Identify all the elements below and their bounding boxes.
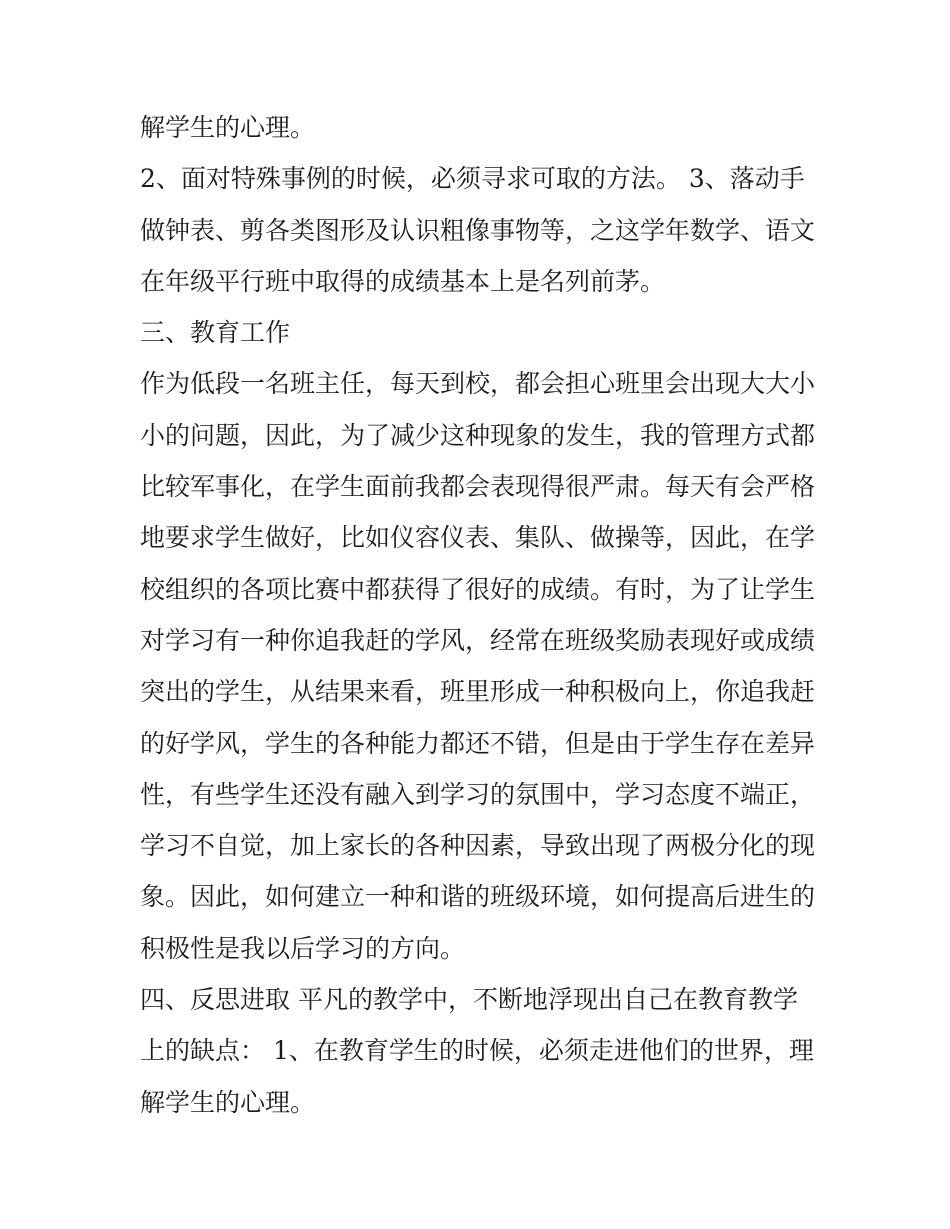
text-line: 解学生的心理。 <box>140 1087 316 1117</box>
text-line: 对学习有一种你追我赶的学风，经常在班级奖励表现好或成绩 <box>140 625 816 655</box>
text-line: 做钟表、剪各类图形及认识粗像事物等，之这学年数学、语文 <box>140 215 816 245</box>
text-line: 突出的学生，从结果来看，班里形成一种积极向上，你追我赶 <box>140 677 816 707</box>
text-line: 校组织的各项比赛中都获得了很好的成绩。有时，为了让学生 <box>140 574 816 604</box>
section-heading: 三、教育工作 <box>140 318 291 348</box>
text-line: 象。因此，如何建立一种和谐的班级环境，如何提高后进生的 <box>140 882 816 912</box>
text-line: 上的缺点： 1、在教育学生的时候，必须走进他们的世界，理 <box>140 1036 814 1066</box>
text-line: 比较军事化，在学生面前我都会表现得很严肃。每天有会严格 <box>140 472 816 502</box>
text-line: 性，有些学生还没有融入到学习的氛围中，学习态度不端正， <box>140 779 816 809</box>
text-line: 学习不自觉，加上家长的各种因素，导致出现了两极分化的现 <box>140 831 816 861</box>
text-line: 解学生的心理。 <box>140 113 316 142</box>
document-body <box>140 102 820 1128</box>
text-line: 的好学风，学生的各种能力都还不错，但是由于学生存在差异 <box>140 728 816 758</box>
text-line: 在年级平行班中取得的成绩基本上是名列前茅。 <box>140 266 666 296</box>
text-line: 地要求学生做好，比如仪容仪表、集队、做操等，因此，在学 <box>140 523 816 553</box>
section-heading: 四、反思进取 平凡的教学中，不断地浮现出自己在教育教学 <box>140 985 798 1015</box>
text-line: 小的问题，因此，为了减少这种现象的发生，我的管理方式都 <box>140 420 816 450</box>
text-line: 作为低段一名班主任，每天到校，都会担心班里会出现大大小 <box>140 369 816 399</box>
text-line: 积极性是我以后学习的方向。 <box>140 933 466 963</box>
text-line: 2、面对特殊事例的时候，必须寻求可取的方法。 3、落动手 <box>140 164 805 194</box>
